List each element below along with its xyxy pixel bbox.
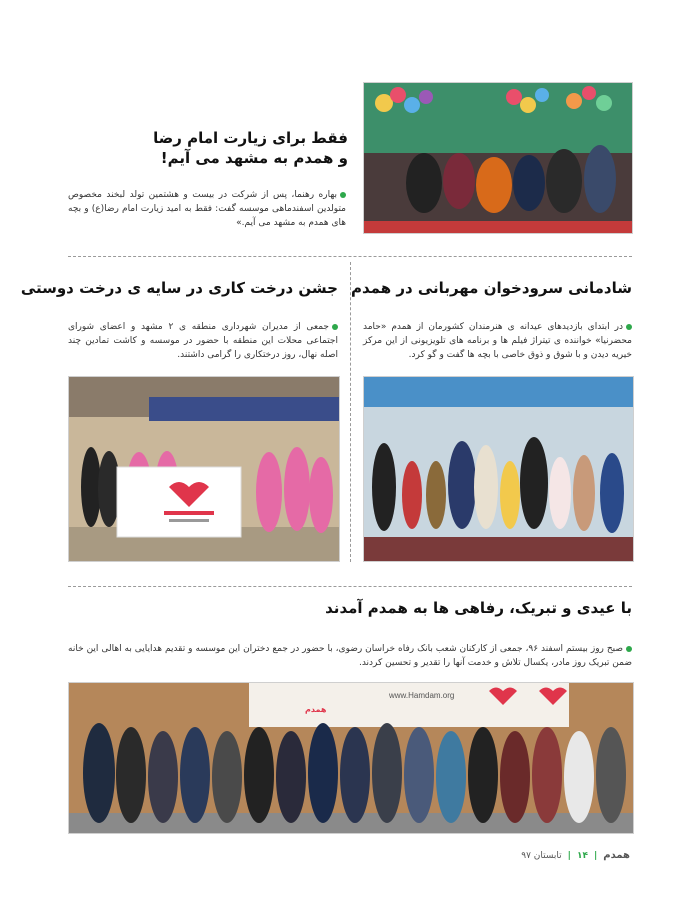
page-number: ۱۴ — [576, 850, 588, 861]
article2-title: جشن درخت کاری در سایه ی درخت دوستی — [20, 279, 338, 297]
bullet-icon — [340, 192, 346, 198]
photo-birthday-celebration — [363, 82, 633, 234]
magazine-logo: همدم — [603, 850, 630, 861]
banner-website: www.Hamdam.org — [389, 691, 455, 700]
photo-bank-staff-visit — [68, 682, 634, 834]
article4-body — [68, 642, 632, 670]
article3-title: شادمانی سرودخوان مهربانی در همدم — [350, 279, 632, 297]
page-footer — [520, 850, 630, 861]
article2-body — [68, 320, 338, 362]
photo-tree-planting — [68, 376, 340, 562]
article2-body-text: جمعی از مدیران شهرداری منطقه ی ۲ مشهد و اعضای شورای اجتماعی محلات این منطقه با حضور در موسسه و کاشت تمادین چند اصله نهال، روز درختکاری را گرامی داشتند. — [68, 322, 338, 360]
divider-middle — [68, 586, 632, 587]
banner-logo-text: همدم — [305, 705, 327, 714]
bullet-icon — [626, 646, 632, 652]
divider-vertical — [350, 262, 351, 562]
article1-title-line1: فقط برای زیارت امام رضا — [153, 129, 348, 147]
issue-season: تابستان ۹۷ — [521, 850, 562, 861]
article3-body-text: در ابتدای بازدیدهای عیدانه ی هنرمندان کشورمان از همدم «حامد محضرنیا» خواننده ی تیتراژ فیلم ها و برنامه های تلویزیونی از این مرکز خیریه دیدن و با شوق و ذوق خاصی با بچه ها گفت و گو کرد. — [363, 322, 632, 360]
bullet-icon — [332, 324, 338, 330]
footer-separator: | — [593, 850, 598, 861]
article1-body — [68, 188, 346, 230]
article4-title: با عیدی و تبریک، رفاهی ها به همدم آمدند — [325, 599, 632, 617]
article3-body — [363, 320, 632, 362]
article1-title — [153, 128, 348, 168]
photo-singer-visit — [363, 376, 634, 562]
bullet-icon — [626, 324, 632, 330]
article4-body-text: صبح روز بیستم اسفند ۹۶، جمعی از کارکنان شعب بانک رفاه خراسان رضوی، با حضور در جمع دختران این موسسه و تقدیم هدایایی به اهالی این خانه ضمن تبریک روز مادر، یکسال تلاش و خدمت آنها را تقدیر و تحسین کردند. — [68, 644, 632, 668]
footer-separator: | — [567, 850, 571, 861]
article1-body-text: بهاره رهنما، پس از شرکت در بیست و هشتمین تولد لبخند مخصوص متولدین اسفندماهی موسسه گفت: فقط به امید زیارت امام رضا(ع) و بچه های همدم به مشهد می آیم.» — [68, 190, 346, 228]
article1-title-line2: و همدم به مشهد می آیم! — [160, 149, 348, 167]
divider-top — [68, 256, 632, 257]
